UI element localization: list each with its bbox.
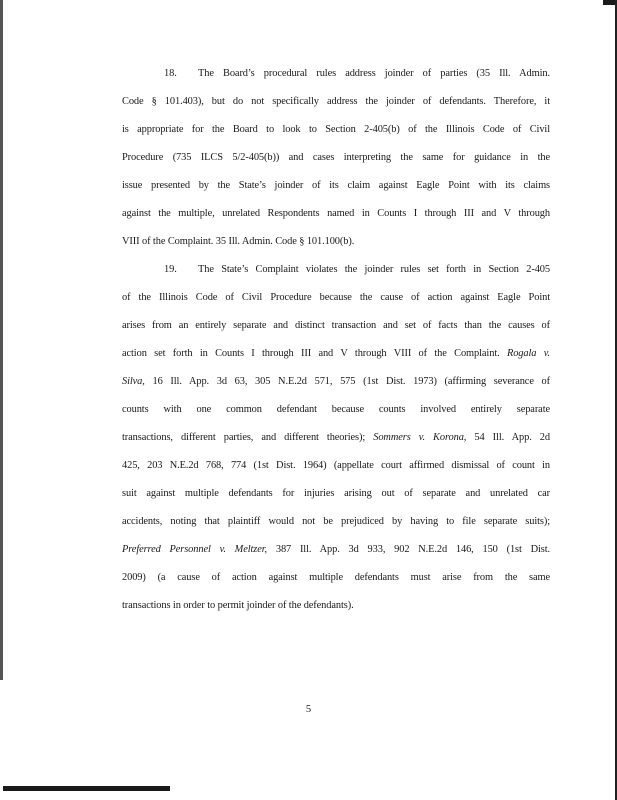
scan-artifact-bottom-bar [3, 786, 170, 791]
text-line: is appropriate for the Board to look to Section 2-405(b) of the Illinois Code of Civil [122, 124, 550, 135]
scan-artifact-left-edge [0, 0, 3, 680]
text-line: transactions in order to permit joinder of the defendants). [122, 600, 354, 611]
text-line: Silva, 16 Ill. App. 3d 63, 305 N.E.2d 571, 575 (1st Dist. 1973) (affirming severance of [122, 376, 550, 387]
text-line: counts with one common defendant because counts involved entirely separate [122, 404, 550, 415]
text-line: Code § 101.403), but do not specifically address the joinder of defendants. Therefore, it [122, 96, 550, 107]
text-line: 2009) (a cause of action against multiple defendants must arise from the same [122, 572, 550, 583]
text-line: 19. The State’s Complaint violates the joinder rules set forth in Section 2-405 [122, 256, 550, 284]
text-line: arises from an entirely separate and distinct transaction and set of facts than the causes of [122, 320, 550, 331]
text-line: of the Illinois Code of Civil Procedure because the cause of action against Eagle Point [122, 292, 550, 303]
text-line: action set forth in Counts I through III and V through VIII of the Complaint. Rogala v. [122, 348, 550, 359]
text-line: against the multiple, unrelated Respondents named in Counts I through III and V through [122, 208, 550, 219]
document-body [122, 60, 550, 620]
text-line: Preferred Personnel v. Meltzer, 387 Ill. App. 3d 933, 902 N.E.2d 146, 150 (1st Dist. [122, 544, 550, 555]
text-line: transactions, different parties, and different theories); Sommers v. Korona, 54 Ill. App. 2d [122, 432, 550, 443]
text-line: Procedure (735 ILCS 5/2-405(b)) and cases interpreting the same for guidance in the [122, 152, 550, 163]
text-line: VIII of the Complaint. 35 Ill. Admin. Code § 101.100(b). [122, 236, 355, 247]
text-line: accidents, noting that plaintiff would not be prejudiced by having to file separate suits); [122, 516, 550, 527]
paragraph-number: 18. [164, 68, 177, 79]
paragraph-18 [122, 60, 550, 256]
paragraph-19 [122, 256, 550, 620]
text-line: issue presented by the State’s joinder of its claim against Eagle Point with its claims [122, 180, 550, 191]
text-line: 18. The Board’s procedural rules address joinder of parties (35 Ill. Admin. [122, 60, 550, 88]
text-line: 425, 203 N.E.2d 768, 774 (1st Dist. 1964) (appellate court affirmed dismissal of count in [122, 460, 550, 471]
paragraph-number: 19. [164, 264, 177, 275]
page-number: 5 [305, 704, 312, 715]
text-line: suit against multiple defendants for injuries arising out of separate and unrelated car [122, 488, 550, 499]
